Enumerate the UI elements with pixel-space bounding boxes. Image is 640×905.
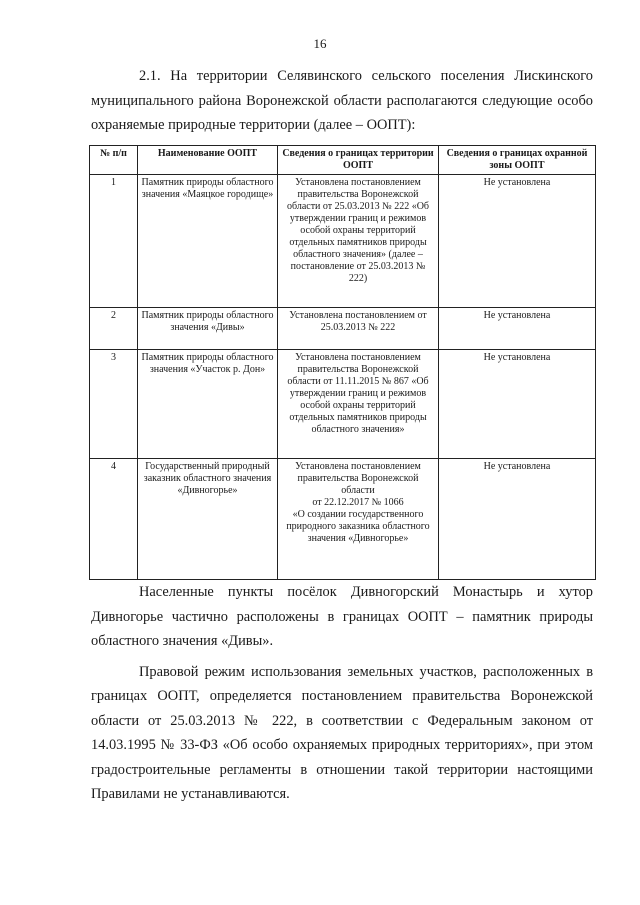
header-number: № п/п — [90, 146, 138, 175]
row-name: Памятник природы областного значения «Дивы» — [138, 308, 278, 350]
header-boundaries: Сведения о границах территории ООПТ — [278, 146, 439, 175]
row-boundaries: Установлена постановлением правительства Воронежской области от 22.12.2017 № 1066 «О создании государственного природного заказника областного значения «Дивногорье» — [278, 459, 439, 580]
intro-section — [91, 64, 593, 138]
table-row — [90, 175, 596, 308]
table-row — [90, 350, 596, 459]
row-number: 4 — [90, 459, 138, 580]
row-boundaries: Установлена постановлением правительства Воронежской области от 11.11.2015 № 867 «Об утверждении границ и режимов особой охраны территорий отдельных памятников природы областного значения» — [278, 350, 439, 459]
row-buffer-zone: Не установлена — [439, 459, 596, 580]
header-name: Наименование ООПТ — [138, 146, 278, 175]
closing-section — [91, 580, 593, 807]
table-row — [90, 308, 596, 350]
row-name: Памятник природы областного значения «Участок р. Дон» — [138, 350, 278, 459]
legal-regime-paragraph: Правовой режим использования земельных участков, расположенных в границах ООПТ, определяется постановлением правительства Воронежской области от 25.03.2013 № 222, в соответствии с Федеральным законом от 14.03.1995 № 33-ФЗ «Об особо охраняемых природных территориях», при этом градостроительные регламенты в отношении такой территории настоящими Правилами не устанавливаются. — [91, 663, 593, 802]
row-number: 1 — [90, 175, 138, 308]
row-buffer-zone: Не установлена — [439, 175, 596, 308]
table-header-row — [90, 146, 596, 175]
row-buffer-zone: Не установлена — [439, 350, 596, 459]
header-buffer-zone: Сведения о границах охранной зоны ООПТ — [439, 146, 596, 175]
row-number: 2 — [90, 308, 138, 350]
row-number: 3 — [90, 350, 138, 459]
table-row — [90, 459, 596, 580]
intro-paragraph: 2.1. На территории Селявинского сельского поселения Лискинского муниципального района Воронежской области располагаются следующие особо охраняемые природные территории (далее – ООПТ): — [91, 68, 593, 133]
row-boundaries: Установлена постановлением правительства Воронежской области от 25.03.2013 № 222 «Об утверждении границ и режимов особой охраны территорий отдельных памятников природы областного значения» (далее – постановление от 25.03.2013 № 222) — [278, 175, 439, 308]
settlements-paragraph: Населенные пункты посёлок Дивногорский Монастырь и хутор Дивногорье частично расположены в границах ООПТ – памятник природы областного значения «Дивы». — [91, 584, 593, 649]
row-boundaries: Установлена постановлением от 25.03.2013 № 222 — [278, 308, 439, 350]
row-name: Государственный природный заказник областного значения «Дивногорье» — [138, 459, 278, 580]
oopt-table — [89, 145, 596, 580]
page-number: 16 — [313, 36, 327, 51]
row-buffer-zone: Не установлена — [439, 308, 596, 350]
row-name: Памятник природы областного значения «Маяцкое городище» — [138, 175, 278, 308]
